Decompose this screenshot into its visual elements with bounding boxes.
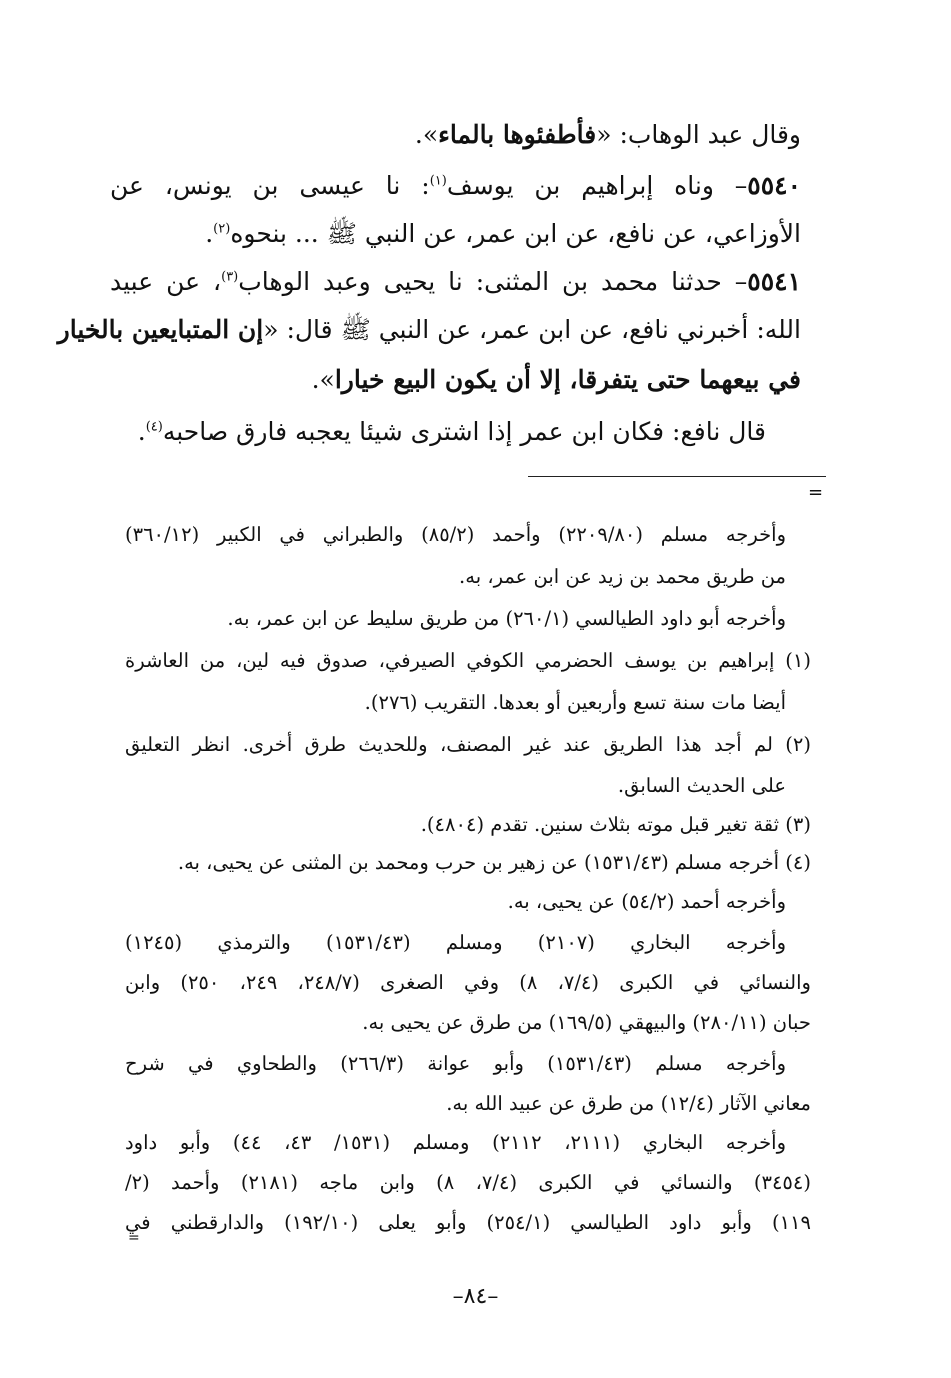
text-segment: : نا عيسى بن يونس، عن <box>110 171 430 200</box>
text-line-5 <box>57 312 801 348</box>
text-line-7 <box>110 414 766 450</box>
text-segment: ». <box>414 120 439 149</box>
footnote-line: معاني الآثار (١٢/٤) من طرق عن عبيد الله به. <box>446 1092 811 1115</box>
footnote-line: (٣٤٥٤) والنسائي في الكبرى (٧/٤، ٨) وابن ماجه (٢١٨١) وأحمد (٢/ <box>125 1171 811 1194</box>
footnote-ref: (٣) <box>221 269 239 285</box>
footnote-line: (١) إبراهيم بن يوسف الحضرمي الكوفي الصيرفي، صدوق فيه لين، من العاشرة <box>125 649 811 672</box>
text-segment: الأوزاعي، عن نافع، عن ابن عمر، عن النبي ﷺ ... بنحوه <box>230 219 801 248</box>
footnote-separator <box>528 476 826 477</box>
footnote-line: على الحديث السابق. <box>617 774 786 797</box>
continuation-mark: = <box>808 482 824 503</box>
footnote-line: (٣) ثقة تغير قبل موته بثلاث سنين. تقدم (٤٨٠٤). <box>420 813 811 836</box>
hadith-text: إن المتبايعين بالخيار <box>57 315 264 344</box>
hadith-text: في بيعهما حتى يتفرقا، إلا أن يكون البيع خيارا <box>334 365 801 394</box>
text-segment: . <box>205 219 214 248</box>
footnote-line: حبان (٢٨٠/١١) والبيهقي (١٦٩/٥) من طرق عن يحيى به. <box>362 1011 811 1034</box>
footnote-ref: (١) <box>429 173 447 189</box>
text-segment: . <box>137 417 146 446</box>
footnote-line: والنسائي في الكبرى (٧/٤، ٨) وفي الصغرى (٢٤٨/٧، ٢٤٩، ٢٥٠) وابن <box>125 971 811 994</box>
text-segment: وقال عبد الوهاب: « <box>596 120 801 149</box>
footnote-line: وأخرجه مسلم (٢٢٠٩/٨٠) وأحمد (٨٥/٢) والطبراني في الكبير (٣٦٠/١٢) <box>125 523 786 546</box>
hadith-number: ٥٥٤٠ <box>747 171 801 200</box>
footnote-line: أيضا مات سنة تسع وأربعين أو بعدها. التقريب (٢٧٦). <box>364 691 786 714</box>
page-number: –٨٤– <box>452 1284 499 1309</box>
footnote-line: وأخرجه أحمد (٥٤/٢) عن يحيى، به. <box>507 890 786 913</box>
text-line-3 <box>110 216 801 252</box>
continuation-mark: = <box>128 1230 140 1246</box>
hadith-text: فأطفئوها بالماء <box>438 120 597 149</box>
footnote-line: ١١٩) وأبو داود الطيالسي (٢٥٤/١) وأبو يعلى (١٩٢/١٠) والدارقطني في <box>125 1211 811 1234</box>
text-segment: ». <box>311 365 335 394</box>
text-line-1 <box>110 117 801 153</box>
text-segment: – حدثنا محمد بن المثنى: نا يحيى وعبد الوهاب <box>238 267 748 296</box>
footnote-line: وأخرجه مسلم (١٥٣١/٤٣) وأبو عوانة (٢٦٦/٣) والطحاوي في شرح <box>125 1052 786 1075</box>
footnote-ref: (٢) <box>213 221 231 237</box>
text-segment: – وناه إبراهيم بن يوسف <box>446 171 748 200</box>
footnote-line: وأخرجه البخاري (٢١٠٧) ومسلم (١٥٣١/٤٣) والترمذي (١٢٤٥) <box>125 931 786 954</box>
text-segment: الله: أخبرني نافع، عن ابن عمر، عن النبي ﷺ قال: « <box>263 315 801 344</box>
footnote-line: (٤) أخرجه مسلم (١٥٣١/٤٣) عن زهير بن حرب ومحمد بن المثنى عن يحيى، به. <box>177 851 811 874</box>
footnote-ref: (٤) <box>145 419 163 435</box>
footnote-line: وأخرجه أبو داود الطيالسي (٢٦٠/١) من طريق سليط عن ابن عمر، به. <box>227 607 786 630</box>
text-line-4 <box>110 264 801 300</box>
text-line-6 <box>110 362 801 398</box>
text-segment: قال نافع: فكان ابن عمر إذا اشترى شيئا يعجبه فارق صاحبه <box>162 417 766 446</box>
footnote-line: من طريق محمد بن زيد عن ابن عمر، به. <box>459 565 786 588</box>
footnote-line: (٢) لم أجد هذا الطريق عند غير المصنف، وللحديث طرق أخرى. انظر التعليق <box>125 733 811 756</box>
text-line-2 <box>110 168 801 204</box>
text-segment: ، عن عبيد <box>110 267 222 296</box>
hadith-number: ٥٥٤١ <box>747 267 801 296</box>
footnote-line: وأخرجه البخاري (٢١١١، ٢١١٢) ومسلم (١٥٣١/ ٤٣، ٤٤) وأبو داود <box>125 1131 786 1154</box>
